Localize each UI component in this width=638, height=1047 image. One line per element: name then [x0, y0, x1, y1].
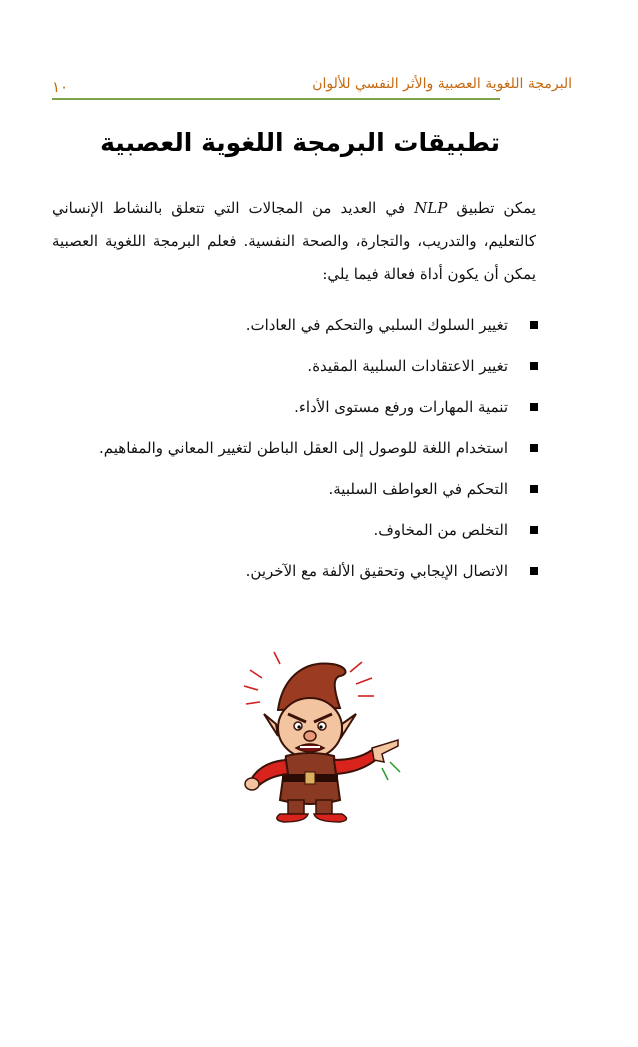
intro-before: يمكن تطبيق: [447, 199, 536, 217]
list-item: [98, 428, 538, 469]
list-item-text: تنمية المهارات ورفع مستوى الأداء.: [294, 398, 508, 416]
square-bullet-icon: [530, 444, 538, 452]
list-item: [98, 469, 538, 510]
list-item-text: التخلص من المخاوف.: [373, 521, 508, 539]
header-rule: [52, 98, 500, 100]
list-item: [98, 346, 538, 387]
list-item: [98, 551, 538, 592]
list-item-text: التحكم في العواطف السلبية.: [328, 480, 508, 498]
square-bullet-icon: [530, 567, 538, 575]
square-bullet-icon: [530, 321, 538, 329]
list-item-text: تغيير السلوك السلبي والتحكم في العادات.: [245, 316, 508, 334]
square-bullet-icon: [530, 362, 538, 370]
square-bullet-icon: [530, 403, 538, 411]
running-title: البرمجة اللغوية العصبية والأثر النفسي للألوان: [312, 76, 572, 92]
angry-elf-illustration: [222, 650, 410, 826]
nlp-abbr: NLP: [414, 199, 448, 217]
section-title: تطبيقات البرمجة اللغوية العصبية: [100, 128, 500, 157]
square-bullet-icon: [530, 526, 538, 534]
page-number: ١٠: [52, 78, 69, 96]
list-item-text: استخدام اللغة للوصول إلى العقل الباطن لتغيير المعاني والمفاهيم.: [99, 439, 508, 457]
intro-paragraph: [52, 192, 536, 291]
square-bullet-icon: [530, 485, 538, 493]
list-item-text: الاتصال الإيجابي وتحقيق الألفة مع الآخرين.: [245, 562, 508, 580]
list-item: [98, 387, 538, 428]
intro-after: في العديد من المجالات التي تتعلق بالنشاط الإنساني كالتعليم، والتدريب، والتجارة، والصحة النفسية. فعلم البرمجة اللغوية العصبية يمكن أن يكون أداة فعالة فيما يلي:: [52, 199, 536, 283]
list-item: [98, 510, 538, 551]
list-item: [98, 305, 538, 346]
list-item-text: تغيير الاعتقادات السلبية المقيدة.: [307, 357, 508, 375]
applications-list: [98, 305, 538, 592]
